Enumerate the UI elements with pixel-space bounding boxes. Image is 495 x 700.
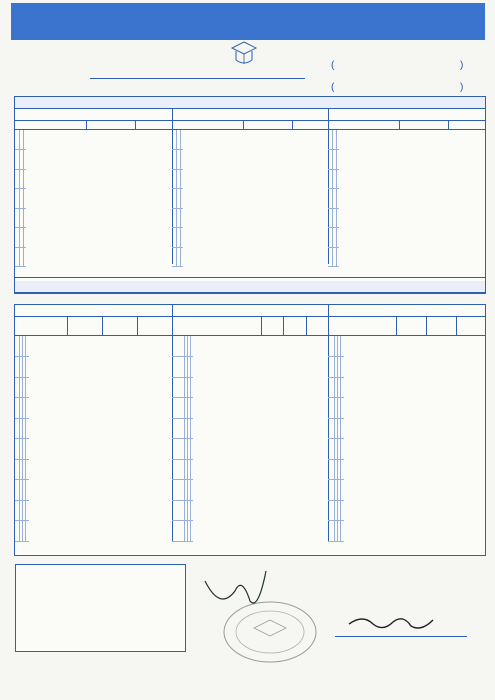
column-headers xyxy=(172,317,328,336)
column-header xyxy=(284,317,306,335)
column-header xyxy=(138,317,172,335)
course-value xyxy=(190,357,193,378)
course-row xyxy=(15,228,26,248)
course-value xyxy=(190,439,193,460)
course-name xyxy=(328,480,335,501)
course-row xyxy=(328,189,339,209)
course-value xyxy=(341,480,344,501)
column-header xyxy=(172,121,244,129)
course-name xyxy=(172,480,184,501)
course-row xyxy=(172,169,183,189)
course-grade xyxy=(23,130,26,150)
course-row xyxy=(328,377,344,398)
year-1-column xyxy=(15,109,173,264)
course-grade xyxy=(26,398,29,419)
course-value xyxy=(341,357,344,378)
column-header xyxy=(457,317,485,335)
column-header xyxy=(136,121,172,129)
course-value xyxy=(190,418,193,439)
course-row xyxy=(172,228,183,248)
course-grade xyxy=(23,169,26,189)
courses-table xyxy=(328,130,339,267)
course-value xyxy=(190,521,193,542)
year-2-column xyxy=(172,109,329,264)
name-underline xyxy=(90,78,305,79)
column-header xyxy=(397,317,427,335)
course-value xyxy=(341,459,344,480)
column-header xyxy=(328,317,397,335)
dean-signature-icon xyxy=(345,610,445,635)
column-header xyxy=(68,317,103,335)
course-grade xyxy=(336,247,339,267)
course-row xyxy=(15,459,29,480)
year-header xyxy=(172,109,328,121)
course-row xyxy=(328,459,344,480)
column-header xyxy=(15,317,68,335)
course-grade xyxy=(26,336,29,357)
course-row xyxy=(328,228,339,248)
course-row xyxy=(172,336,193,357)
course-row xyxy=(15,357,29,378)
course-row xyxy=(15,521,29,542)
course-row xyxy=(172,480,193,501)
course-grade xyxy=(180,130,183,150)
course-name xyxy=(172,377,184,398)
column-header xyxy=(262,317,284,335)
course-grade xyxy=(336,150,339,170)
course-row xyxy=(15,418,29,439)
course-name xyxy=(172,418,184,439)
course-row xyxy=(172,459,193,480)
course-name xyxy=(328,418,335,439)
course-value xyxy=(341,398,344,419)
column-header xyxy=(293,121,328,129)
column-header xyxy=(15,121,87,129)
course-row xyxy=(328,357,344,378)
course-name xyxy=(328,521,335,542)
course-value xyxy=(341,500,344,521)
course-row xyxy=(15,189,26,209)
course-row xyxy=(15,336,29,357)
column-headers xyxy=(15,317,172,336)
course-row xyxy=(328,336,344,357)
year-6-column xyxy=(328,305,485,541)
course-grade xyxy=(180,169,183,189)
column-header xyxy=(400,121,449,129)
course-name xyxy=(328,459,335,480)
course-value xyxy=(341,336,344,357)
course-name xyxy=(328,439,335,460)
course-grade xyxy=(336,169,339,189)
course-name xyxy=(172,439,184,460)
course-value xyxy=(341,418,344,439)
course-name xyxy=(328,500,335,521)
course-grade xyxy=(180,150,183,170)
course-row xyxy=(172,247,183,267)
column-header xyxy=(427,317,457,335)
courses-table xyxy=(328,336,344,542)
course-name xyxy=(172,521,184,542)
course-row xyxy=(15,377,29,398)
course-row xyxy=(328,150,339,170)
course-grade xyxy=(26,459,29,480)
course-name xyxy=(328,398,335,419)
column-headers xyxy=(15,121,172,130)
course-grade xyxy=(26,439,29,460)
course-grade xyxy=(26,480,29,501)
course-row xyxy=(172,357,193,378)
course-value xyxy=(341,377,344,398)
course-row xyxy=(15,398,29,419)
course-row xyxy=(15,500,29,521)
column-header xyxy=(172,317,262,335)
grade-key xyxy=(15,564,186,652)
column-headers xyxy=(172,121,328,130)
year-header xyxy=(15,109,172,121)
course-row xyxy=(15,169,26,189)
course-grade xyxy=(180,208,183,228)
column-header xyxy=(449,121,485,129)
course-name xyxy=(328,357,335,378)
course-row xyxy=(328,398,344,419)
course-row xyxy=(328,169,339,189)
courses-table xyxy=(172,336,193,542)
course-row xyxy=(328,130,339,150)
preclinical-title xyxy=(15,97,485,109)
clinical-title xyxy=(15,281,485,293)
column-header xyxy=(87,121,136,129)
course-name xyxy=(328,336,335,357)
course-name xyxy=(328,377,335,398)
clinical-panel xyxy=(14,304,486,556)
course-row xyxy=(15,130,26,150)
course-grade xyxy=(23,247,26,267)
year-header xyxy=(15,305,172,317)
year-4-column xyxy=(15,305,173,541)
course-grade xyxy=(180,228,183,248)
year-5-column xyxy=(172,305,329,541)
course-value xyxy=(341,521,344,542)
courses-table xyxy=(15,130,26,267)
course-row xyxy=(172,377,193,398)
column-header xyxy=(328,121,400,129)
course-row xyxy=(328,247,339,267)
course-row xyxy=(328,439,344,460)
year-3-column xyxy=(328,109,485,264)
course-grade xyxy=(180,189,183,209)
column-header xyxy=(244,121,293,129)
course-name xyxy=(172,500,184,521)
course-value xyxy=(190,500,193,521)
course-row xyxy=(172,208,183,228)
column-headers xyxy=(328,317,485,336)
course-name xyxy=(172,357,184,378)
column-header xyxy=(307,317,328,335)
course-row xyxy=(172,439,193,460)
course-row xyxy=(15,480,29,501)
course-grade xyxy=(23,189,26,209)
course-grade xyxy=(336,189,339,209)
course-row xyxy=(15,439,29,460)
course-row xyxy=(15,208,26,228)
course-row xyxy=(172,500,193,521)
course-value xyxy=(341,439,344,460)
course-row xyxy=(15,150,26,170)
university-banner xyxy=(11,3,485,40)
course-grade xyxy=(26,418,29,439)
courses-table xyxy=(172,130,183,267)
course-row xyxy=(15,247,26,267)
course-grade xyxy=(26,500,29,521)
course-grade xyxy=(26,357,29,378)
course-grade xyxy=(336,130,339,150)
university-emblem-icon xyxy=(229,40,259,68)
year-header xyxy=(172,305,328,317)
course-value xyxy=(190,398,193,419)
course-row xyxy=(172,130,183,150)
course-row xyxy=(328,521,344,542)
year-header xyxy=(328,305,485,317)
course-grade xyxy=(23,208,26,228)
course-row xyxy=(172,398,193,419)
course-row xyxy=(172,521,193,542)
course-grade xyxy=(23,228,26,248)
course-grade xyxy=(26,521,29,542)
course-row xyxy=(172,189,183,209)
course-row xyxy=(172,418,193,439)
course-row xyxy=(172,150,183,170)
course-value xyxy=(190,336,193,357)
course-value xyxy=(190,459,193,480)
column-headers xyxy=(328,121,485,130)
course-grade xyxy=(26,377,29,398)
course-row xyxy=(328,480,344,501)
course-name xyxy=(172,336,184,357)
course-name xyxy=(172,398,184,419)
column-header xyxy=(103,317,138,335)
course-row xyxy=(328,500,344,521)
course-row xyxy=(328,208,339,228)
course-grade xyxy=(180,247,183,267)
course-grade xyxy=(336,228,339,248)
signature-scribble-icon xyxy=(200,566,270,616)
course-value xyxy=(190,377,193,398)
course-name xyxy=(172,459,184,480)
course-grade xyxy=(336,208,339,228)
courses-table xyxy=(15,336,29,542)
course-row xyxy=(328,418,344,439)
year-header xyxy=(328,109,485,121)
preclinical-panel xyxy=(14,96,486,294)
course-value xyxy=(190,480,193,501)
course-grade xyxy=(23,150,26,170)
